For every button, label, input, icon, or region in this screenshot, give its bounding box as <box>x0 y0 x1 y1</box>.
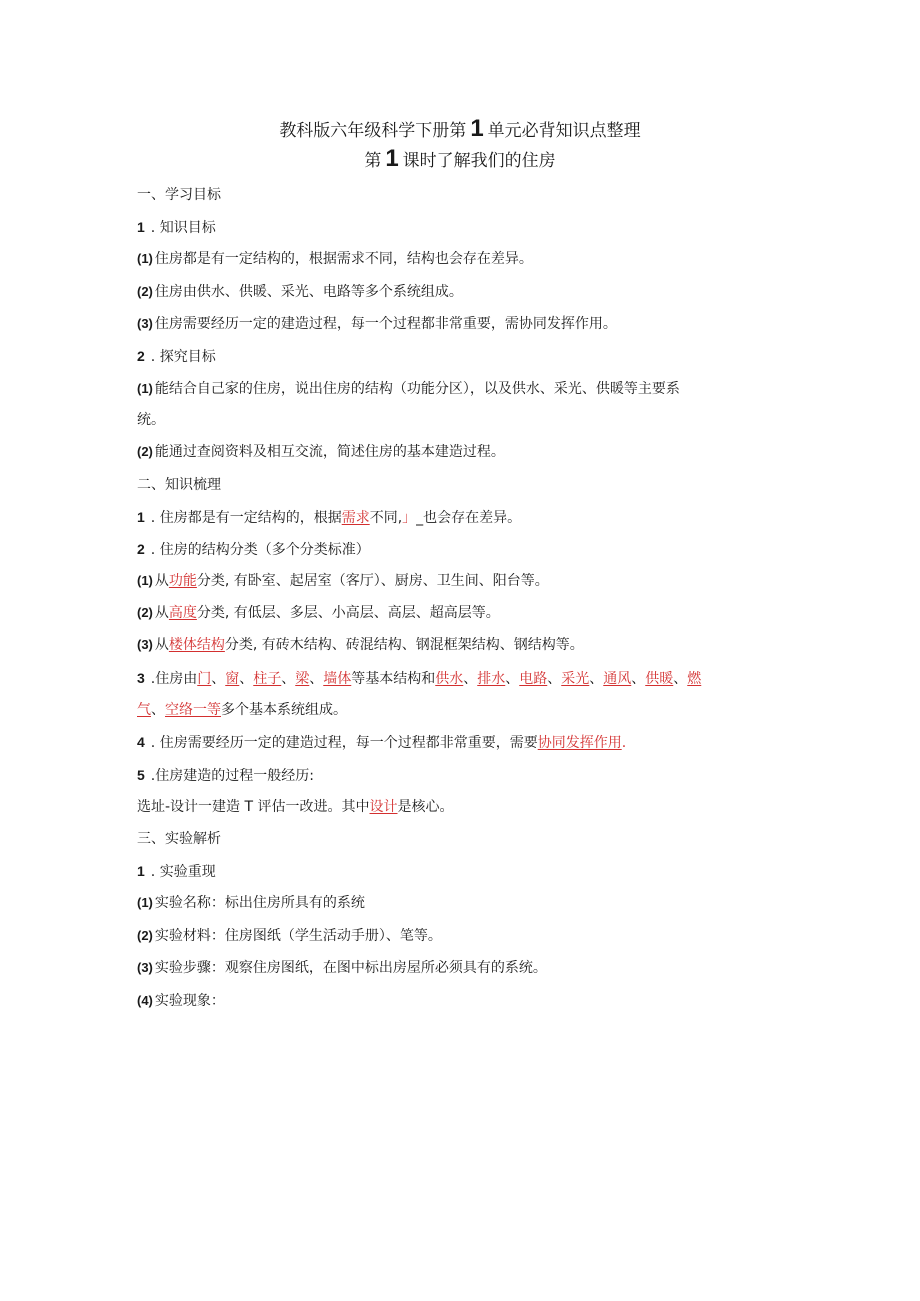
separator: 、 <box>211 671 226 687</box>
separator: 、 <box>547 671 562 687</box>
answer-text: 燃 <box>687 671 702 687</box>
item-number: 3 <box>137 670 145 686</box>
section-heading-knowledge: 二、知识梳理 <box>137 477 221 493</box>
lesson-title <box>0 145 920 173</box>
item-text: 实验现象： <box>154 993 225 1009</box>
list-item <box>137 636 584 654</box>
item-text: 选址-设计一建造 T 评估一改进。其中 <box>137 799 370 815</box>
item-text: . 住房的结构分类（多个分类标准） <box>150 542 370 558</box>
answer-text: 气 <box>137 702 151 718</box>
item-number: 1 <box>137 509 145 525</box>
item-number: (2) <box>137 928 153 943</box>
list-item-continued <box>137 701 347 719</box>
separator: 、 <box>463 671 478 687</box>
item-number: 2 <box>137 348 145 364</box>
item-number: (3) <box>137 637 153 652</box>
item-text: 实验步骤：观察住房图纸，在图中标出房屋所必须具有的系统。 <box>154 960 547 976</box>
item-number: (3) <box>137 316 153 331</box>
item-text: 住房由供水、供暖、采光、电路等多个系统组成。 <box>154 284 463 300</box>
answer-text: 采光 <box>561 671 590 687</box>
item-label: . 探究目标 <box>150 349 216 365</box>
separator: 、 <box>673 671 688 687</box>
document-title <box>0 115 920 143</box>
item-number: 5 <box>137 767 145 783</box>
lesson-title-prefix: 第 <box>364 151 382 171</box>
item-text: 分类, 有卧室、起居室（客厅）、厨房、卫生间、阳台等。 <box>196 573 549 589</box>
list-item-continued <box>137 798 454 816</box>
item-text: . <box>621 735 627 751</box>
answer-text: 需求 <box>341 510 370 526</box>
item-number: 4 <box>137 734 145 750</box>
item-text: 不同, <box>369 510 403 526</box>
item-number: (2) <box>137 444 153 459</box>
item-text: 实验名称：标出住房所具有的系统 <box>154 895 365 911</box>
answer-text: 柱子 <box>253 671 282 687</box>
list-item <box>137 894 365 912</box>
item-number: 2 <box>137 541 145 557</box>
item-text: 从 <box>154 573 169 589</box>
answer-text: 空络一等 <box>165 702 221 718</box>
item-text: 是核心。 <box>397 799 454 815</box>
list-item <box>137 669 701 688</box>
separator: 、 <box>631 671 646 687</box>
item-text: .住房由 <box>150 671 198 687</box>
answer-text: 」 <box>402 510 417 526</box>
item-number: (1) <box>137 381 153 396</box>
answer-text: 通风 <box>603 671 632 687</box>
item-number: (2) <box>137 605 153 620</box>
item-text: 多个基本系统组成。 <box>221 702 347 718</box>
item-number: (1) <box>137 251 153 266</box>
separator: 、 <box>151 702 165 718</box>
item-text: 住房都是有一定结构的，根据需求不同，结构也会存在差异。 <box>154 251 533 267</box>
item-text: 等基本结构和 <box>351 671 436 687</box>
list-item <box>137 572 549 590</box>
list-item <box>137 540 370 559</box>
item-number: 1 <box>137 219 145 235</box>
answer-text: 楼体结构 <box>168 637 225 653</box>
answer-text: 供暖 <box>645 671 674 687</box>
item-text: 从 <box>154 605 169 621</box>
title-text-end: 单元必背知识点整理 <box>487 121 641 141</box>
section-heading-goals: 一、学习目标 <box>137 187 221 203</box>
list-item <box>137 380 680 398</box>
list-item <box>137 927 442 945</box>
item-text: 住房需要经历一定的建造过程，每一个过程都非常重要，需协同发挥作用。 <box>154 316 617 332</box>
item-text: 实验材料：住房图纸（学生活动手册）、笔等。 <box>154 928 442 944</box>
answer-text: 设计 <box>369 799 398 815</box>
separator: 、 <box>589 671 604 687</box>
item-text: . 住房需要经历一定的建造过程，每一个过程都非常重要，需要 <box>150 735 538 751</box>
answer-text: 高度 <box>168 605 197 621</box>
list-item <box>137 604 500 622</box>
lesson-number: 1 <box>385 145 399 172</box>
answer-text: 电路 <box>519 671 548 687</box>
answer-text: 供水 <box>435 671 464 687</box>
item-text: 能结合自己家的住房，说出住房的结构（功能分区），以及供水、采光、供暖等主要系 <box>154 381 680 397</box>
item-number: (1) <box>137 573 153 588</box>
answer-text: 功能 <box>168 573 197 589</box>
item-number: (4) <box>137 993 153 1008</box>
answer-text: 排水 <box>477 671 506 687</box>
separator: 、 <box>281 671 296 687</box>
section-heading-experiment: 三、实验解析 <box>137 831 221 847</box>
item-text: _也会存在差异。 <box>416 510 522 526</box>
separator: 、 <box>505 671 520 687</box>
item-number: (2) <box>137 284 153 299</box>
item-number: (1) <box>137 895 153 910</box>
subheading-experiment-review <box>137 862 216 881</box>
item-label: . 实验重现 <box>150 864 216 880</box>
answer-text: 梁 <box>295 671 310 687</box>
separator: 、 <box>309 671 324 687</box>
subheading-knowledge-goals <box>137 218 216 237</box>
answer-text: 协同发挥作用 <box>537 735 622 751</box>
list-item <box>137 959 547 977</box>
title-text: 教科版六年级科学下册第 <box>279 121 467 141</box>
item-text: 分类, 有砖木结构、砖混结构、钢混框架结构、钢结构等。 <box>224 637 584 653</box>
item-text: . 住房都是有一定结构的，根据 <box>150 510 342 526</box>
title-unit-number: 1 <box>470 115 484 142</box>
subheading-inquiry-goals <box>137 347 216 366</box>
list-item <box>137 508 521 527</box>
item-text: 分类, 有低层、多层、小高层、高层、超高层等。 <box>196 605 500 621</box>
answer-text: 墙体 <box>323 671 352 687</box>
list-item-continued: 统。 <box>137 412 165 428</box>
list-item <box>137 992 225 1010</box>
answer-text: 窗 <box>225 671 240 687</box>
separator: 、 <box>239 671 254 687</box>
item-text: 从 <box>154 637 169 653</box>
item-label: . 知识目标 <box>150 220 216 236</box>
lesson-title-text: 课时了解我们的住房 <box>402 151 556 171</box>
list-item <box>137 250 533 268</box>
list-item <box>137 283 463 301</box>
answer-text: 门 <box>197 671 212 687</box>
list-item <box>137 315 617 333</box>
list-item <box>137 733 626 752</box>
item-text: .住房建造的过程一般经历: <box>150 768 314 784</box>
item-number: 1 <box>137 863 145 879</box>
item-number: (3) <box>137 960 153 975</box>
item-text: 能通过查阅资料及相互交流，简述住房的基本建造过程。 <box>154 444 505 460</box>
list-item <box>137 443 505 461</box>
list-item <box>137 766 314 785</box>
